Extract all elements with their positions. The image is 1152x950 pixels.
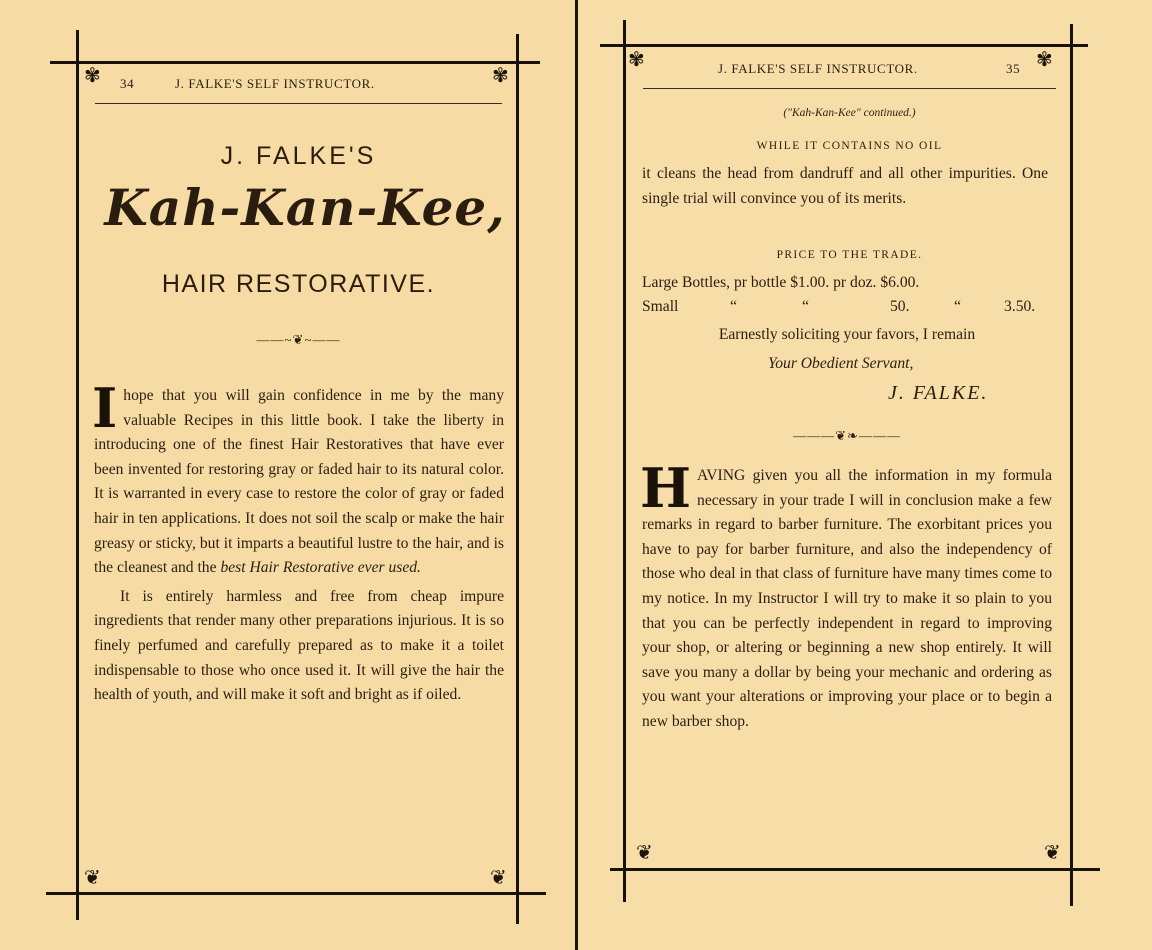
ornamental-divider: ——~❦~—— [256, 332, 341, 347]
corner-ornament-icon: ❦ [1044, 842, 1061, 864]
subhead-no-oil: WHILE IT CONTAINS NO OIL [756, 140, 943, 152]
drop-cap: H [640, 456, 692, 520]
title-bottom: HAIR RESTORATIVE. [161, 270, 436, 298]
top-rule [600, 44, 1088, 47]
page-number: 35 [1006, 61, 1021, 76]
signature: J. FALKE. [888, 382, 989, 404]
corner-ornament-icon: ✾ [84, 65, 101, 87]
top-rule [50, 61, 540, 64]
running-head: J. FALKE'S SELF INSTRUCTOR. [175, 76, 375, 91]
price-table [642, 271, 1052, 319]
continued-note: ("Kah-Kan-Kee" continued.) [783, 107, 916, 119]
left-body [92, 376, 504, 708]
ornamental-divider: ———❦❧——— [793, 428, 901, 443]
right-rule [516, 34, 519, 924]
subhead-price: PRICE TO THE TRADE. [776, 249, 923, 261]
title-script: Kah-Kan-Kee, [104, 178, 506, 237]
left-paragraph-1: I hope that you will gain confidence in me by the many valuable Recipes in this little book. I take the liberty in introducing one of the finest Hair Restoratives that have ever been invented for restoring gray or faded hair to its natural color. It is warranted in every case to restore the color of gray or faded hair in ten applications. It does not soil the scalp or make the hair greasy or sticky, but it imparts a beautiful lustre to the hair, and is the cleanest and the best Hair Restorative ever used. [92, 376, 504, 577]
right-rule [1070, 24, 1073, 906]
right-para-1: it cleans the head from dandruff and all other impurities. One single trial will convince you of its merits. [642, 165, 1048, 207]
price-row-small: Small “ “ 50. “ 3.50. [642, 298, 1036, 315]
right-para-2: HAVING given you all the information in my formula necessary in your trade I will in conclusion make a few remarks in regard to barber furniture. The exorbitant prices you have to pay for barber furniture, and also the independency of those who deal in that class of furniture have many times come to my notice. In my Instructor I will try to make it so plain to you that you can be perfectly independent in regard to improving your shop, or altering or beginning a new shop entirely. It will save you many a dollar by being your mechanic and ordering as you want your alterations or improving your place or to begin a new barber shop. [640, 456, 1052, 730]
header-line [643, 88, 1056, 89]
bottom-rule [46, 892, 546, 895]
left-page [0, 0, 575, 950]
price-row-large: Large Bottles, pr bottle $1.00. pr doz. $6.00. [642, 274, 920, 291]
page-number: 34 [120, 76, 135, 91]
header-line [95, 103, 502, 104]
corner-ornament-icon: ❦ [490, 867, 507, 889]
closing-line: Earnestly soliciting your favors, I remain [718, 326, 976, 343]
title-top: J. FALKE'S [220, 142, 377, 170]
corner-ornament-icon: ❦ [636, 842, 653, 864]
sign-off: Your Obedient Servant, [768, 355, 914, 372]
left-rule [623, 20, 626, 902]
running-head: J. FALKE'S SELF INSTRUCTOR. [718, 61, 918, 76]
right-page [578, 0, 1152, 950]
left-rule [76, 30, 79, 920]
corner-ornament-icon: ✾ [492, 65, 509, 87]
corner-ornament-icon: ❦ [84, 867, 101, 889]
drop-cap: I [92, 376, 118, 440]
corner-ornament-icon: ✾ [628, 49, 645, 71]
left-paragraph-2: It is entirely harmless and free from cheap impure ingredients that render many other preparations injurious. It is so finely perfumed and carefully prepared as to make it a toilet indispensable to those who once used it. It will give the hair the health of youth, and will make it soft and bright as if oiled. [94, 587, 504, 704]
corner-ornament-icon: ✾ [1036, 49, 1053, 71]
bottom-rule [610, 868, 1100, 871]
